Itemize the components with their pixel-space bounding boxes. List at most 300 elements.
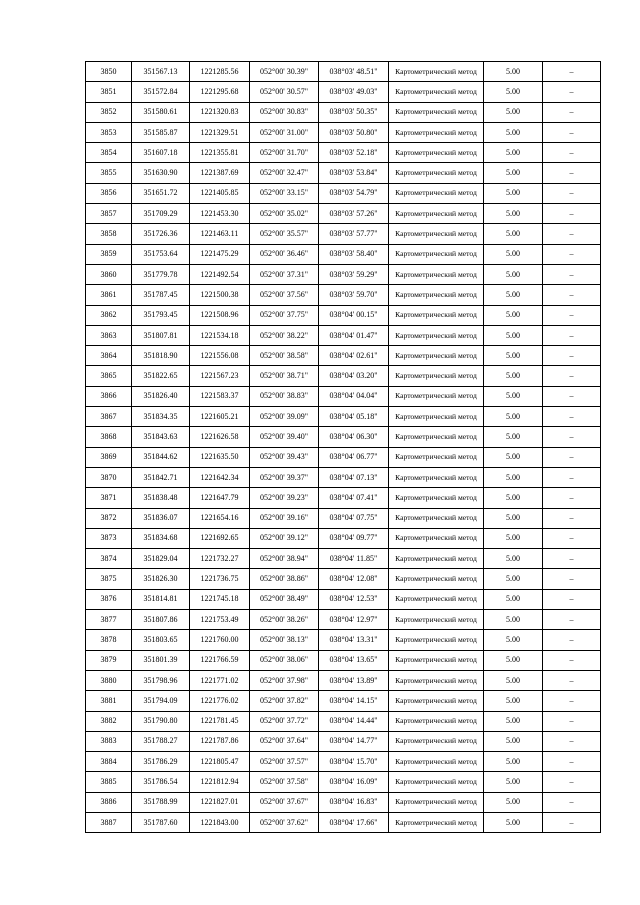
cell-method: Картометрический метод	[389, 630, 484, 650]
cell-accuracy: 5.00	[484, 711, 543, 731]
cell-latitude: 052°00' 38.13"	[250, 630, 319, 650]
cell-method: Картометрический метод	[389, 102, 484, 122]
cell-point-number: 3865	[86, 366, 132, 386]
cell-y-coordinate: 1221776.02	[190, 691, 250, 711]
cell-latitude: 052°00' 38.94"	[250, 549, 319, 569]
cell-point-number: 3854	[86, 143, 132, 163]
cell-accuracy: 5.00	[484, 163, 543, 183]
table-row	[86, 102, 601, 122]
cell-method: Картометрический метод	[389, 325, 484, 345]
cell-note: –	[543, 325, 601, 345]
cell-x-coordinate: 351709.29	[132, 204, 190, 224]
cell-longitude: 038°04' 03.20"	[319, 366, 389, 386]
cell-note: –	[543, 82, 601, 102]
table-row	[86, 143, 601, 163]
cell-x-coordinate: 351803.65	[132, 630, 190, 650]
cell-y-coordinate: 1221492.54	[190, 264, 250, 284]
table-row	[86, 62, 601, 82]
cell-latitude: 052°00' 33.15"	[250, 183, 319, 203]
cell-y-coordinate: 1221285.56	[190, 62, 250, 82]
cell-point-number: 3880	[86, 670, 132, 690]
cell-accuracy: 5.00	[484, 670, 543, 690]
cell-accuracy: 5.00	[484, 792, 543, 812]
cell-point-number: 3881	[86, 691, 132, 711]
cell-x-coordinate: 351787.60	[132, 812, 190, 832]
table-row	[86, 122, 601, 142]
cell-accuracy: 5.00	[484, 366, 543, 386]
table-row	[86, 731, 601, 751]
cell-y-coordinate: 1221843.00	[190, 812, 250, 832]
cell-point-number: 3872	[86, 508, 132, 528]
cell-accuracy: 5.00	[484, 772, 543, 792]
cell-longitude: 038°04' 16.09"	[319, 772, 389, 792]
cell-latitude: 052°00' 37.31"	[250, 264, 319, 284]
cell-y-coordinate: 1221827.01	[190, 792, 250, 812]
table-row	[86, 752, 601, 772]
cell-point-number: 3858	[86, 224, 132, 244]
cell-x-coordinate: 351786.54	[132, 772, 190, 792]
cell-latitude: 052°00' 39.12"	[250, 528, 319, 548]
cell-accuracy: 5.00	[484, 630, 543, 650]
cell-method: Картометрический метод	[389, 752, 484, 772]
cell-point-number: 3884	[86, 752, 132, 772]
cell-point-number: 3879	[86, 650, 132, 670]
cell-longitude: 038°04' 12.97"	[319, 610, 389, 630]
cell-y-coordinate: 1221654.16	[190, 508, 250, 528]
cell-note: –	[543, 488, 601, 508]
cell-x-coordinate: 351818.90	[132, 346, 190, 366]
cell-latitude: 052°00' 38.22"	[250, 325, 319, 345]
table-row	[86, 650, 601, 670]
cell-note: –	[543, 630, 601, 650]
cell-x-coordinate: 351753.64	[132, 244, 190, 264]
cell-point-number: 3855	[86, 163, 132, 183]
cell-note: –	[543, 122, 601, 142]
cell-y-coordinate: 1221295.68	[190, 82, 250, 102]
table-row	[86, 691, 601, 711]
table-row	[86, 812, 601, 832]
cell-longitude: 038°04' 12.08"	[319, 569, 389, 589]
cell-longitude: 038°04' 13.89"	[319, 670, 389, 690]
cell-accuracy: 5.00	[484, 508, 543, 528]
cell-x-coordinate: 351793.45	[132, 305, 190, 325]
cell-latitude: 052°00' 38.58"	[250, 346, 319, 366]
cell-latitude: 052°00' 39.40"	[250, 427, 319, 447]
cell-x-coordinate: 351572.84	[132, 82, 190, 102]
cell-latitude: 052°00' 30.83"	[250, 102, 319, 122]
cell-method: Картометрический метод	[389, 772, 484, 792]
cell-longitude: 038°03' 58.40"	[319, 244, 389, 264]
cell-note: –	[543, 691, 601, 711]
cell-point-number: 3871	[86, 488, 132, 508]
cell-note: –	[543, 366, 601, 386]
table-row	[86, 183, 601, 203]
cell-longitude: 038°03' 59.29"	[319, 264, 389, 284]
cell-point-number: 3861	[86, 285, 132, 305]
cell-x-coordinate: 351836.07	[132, 508, 190, 528]
cell-latitude: 052°00' 36.46"	[250, 244, 319, 264]
cell-accuracy: 5.00	[484, 407, 543, 427]
cell-point-number: 3878	[86, 630, 132, 650]
cell-accuracy: 5.00	[484, 569, 543, 589]
cell-note: –	[543, 569, 601, 589]
cell-longitude: 038°04' 13.31"	[319, 630, 389, 650]
cell-latitude: 052°00' 38.86"	[250, 569, 319, 589]
cell-longitude: 038°04' 12.53"	[319, 589, 389, 609]
cell-longitude: 038°04' 07.13"	[319, 467, 389, 487]
cell-y-coordinate: 1221760.00	[190, 630, 250, 650]
cell-y-coordinate: 1221387.69	[190, 163, 250, 183]
table-row	[86, 467, 601, 487]
cell-note: –	[543, 528, 601, 548]
table-row	[86, 589, 601, 609]
table-row	[86, 549, 601, 569]
cell-point-number: 3851	[86, 82, 132, 102]
cell-accuracy: 5.00	[484, 183, 543, 203]
cell-note: –	[543, 792, 601, 812]
cell-point-number: 3853	[86, 122, 132, 142]
cell-point-number: 3850	[86, 62, 132, 82]
cell-method: Картометрический метод	[389, 812, 484, 832]
cell-note: –	[543, 549, 601, 569]
cell-x-coordinate: 351567.13	[132, 62, 190, 82]
cell-y-coordinate: 1221642.34	[190, 467, 250, 487]
cell-method: Картометрический метод	[389, 366, 484, 386]
table-row	[86, 224, 601, 244]
cell-latitude: 052°00' 38.83"	[250, 386, 319, 406]
cell-latitude: 052°00' 35.57"	[250, 224, 319, 244]
cell-longitude: 038°04' 17.66"	[319, 812, 389, 832]
cell-y-coordinate: 1221463.11	[190, 224, 250, 244]
cell-method: Картометрический метод	[389, 569, 484, 589]
cell-accuracy: 5.00	[484, 143, 543, 163]
cell-point-number: 3856	[86, 183, 132, 203]
cell-longitude: 038°04' 14.77"	[319, 731, 389, 751]
cell-method: Картометрический метод	[389, 670, 484, 690]
cell-longitude: 038°03' 57.26"	[319, 204, 389, 224]
cell-point-number: 3882	[86, 711, 132, 731]
cell-note: –	[543, 163, 601, 183]
cell-point-number: 3864	[86, 346, 132, 366]
cell-longitude: 038°04' 16.83"	[319, 792, 389, 812]
cell-note: –	[543, 447, 601, 467]
cell-note: –	[543, 427, 601, 447]
cell-point-number: 3887	[86, 812, 132, 832]
cell-x-coordinate: 351829.04	[132, 549, 190, 569]
cell-y-coordinate: 1221745.18	[190, 589, 250, 609]
cell-note: –	[543, 62, 601, 82]
cell-point-number: 3869	[86, 447, 132, 467]
cell-method: Картометрический метод	[389, 183, 484, 203]
cell-point-number: 3863	[86, 325, 132, 345]
table-row	[86, 325, 601, 345]
cell-note: –	[543, 772, 601, 792]
cell-note: –	[543, 812, 601, 832]
cell-accuracy: 5.00	[484, 264, 543, 284]
cell-point-number: 3860	[86, 264, 132, 284]
cell-longitude: 038°04' 04.04"	[319, 386, 389, 406]
table-row	[86, 792, 601, 812]
cell-y-coordinate: 1221787.86	[190, 731, 250, 751]
cell-method: Картометрический метод	[389, 143, 484, 163]
cell-method: Картометрический метод	[389, 204, 484, 224]
cell-method: Картометрический метод	[389, 711, 484, 731]
cell-note: –	[543, 244, 601, 264]
cell-longitude: 038°04' 05.18"	[319, 407, 389, 427]
cell-note: –	[543, 650, 601, 670]
cell-latitude: 052°00' 35.02"	[250, 204, 319, 224]
table-row	[86, 407, 601, 427]
cell-method: Картометрический метод	[389, 508, 484, 528]
cell-x-coordinate: 351844.62	[132, 447, 190, 467]
cell-accuracy: 5.00	[484, 305, 543, 325]
cell-y-coordinate: 1221732.27	[190, 549, 250, 569]
cell-x-coordinate: 351788.27	[132, 731, 190, 751]
cell-y-coordinate: 1221647.79	[190, 488, 250, 508]
cell-longitude: 038°03' 50.35"	[319, 102, 389, 122]
cell-point-number: 3885	[86, 772, 132, 792]
cell-note: –	[543, 346, 601, 366]
table-row	[86, 82, 601, 102]
cell-accuracy: 5.00	[484, 285, 543, 305]
table-row	[86, 346, 601, 366]
table-row	[86, 163, 601, 183]
cell-longitude: 038°04' 14.44"	[319, 711, 389, 731]
cell-note: –	[543, 143, 601, 163]
cell-note: –	[543, 610, 601, 630]
cell-point-number: 3877	[86, 610, 132, 630]
cell-latitude: 052°00' 38.26"	[250, 610, 319, 630]
cell-method: Картометрический метод	[389, 447, 484, 467]
cell-y-coordinate: 1221583.37	[190, 386, 250, 406]
cell-longitude: 038°04' 02.61"	[319, 346, 389, 366]
cell-y-coordinate: 1221692.65	[190, 528, 250, 548]
cell-y-coordinate: 1221812.94	[190, 772, 250, 792]
cell-longitude: 038°04' 14.15"	[319, 691, 389, 711]
cell-latitude: 052°00' 37.64"	[250, 731, 319, 751]
cell-y-coordinate: 1221475.29	[190, 244, 250, 264]
cell-x-coordinate: 351580.61	[132, 102, 190, 122]
table-row	[86, 264, 601, 284]
cell-longitude: 038°04' 06.30"	[319, 427, 389, 447]
cell-note: –	[543, 183, 601, 203]
cell-y-coordinate: 1221500.38	[190, 285, 250, 305]
cell-latitude: 052°00' 38.06"	[250, 650, 319, 670]
cell-y-coordinate: 1221635.50	[190, 447, 250, 467]
cell-accuracy: 5.00	[484, 204, 543, 224]
cell-accuracy: 5.00	[484, 488, 543, 508]
cell-note: –	[543, 508, 601, 528]
table-row	[86, 569, 601, 589]
cell-x-coordinate: 351807.86	[132, 610, 190, 630]
table-row	[86, 488, 601, 508]
table-row	[86, 244, 601, 264]
cell-note: –	[543, 264, 601, 284]
cell-x-coordinate: 351843.63	[132, 427, 190, 447]
cell-point-number: 3857	[86, 204, 132, 224]
cell-y-coordinate: 1221567.23	[190, 366, 250, 386]
cell-accuracy: 5.00	[484, 610, 543, 630]
cell-x-coordinate: 351779.78	[132, 264, 190, 284]
cell-x-coordinate: 351822.65	[132, 366, 190, 386]
cell-x-coordinate: 351814.81	[132, 589, 190, 609]
cell-x-coordinate: 351790.80	[132, 711, 190, 731]
cell-longitude: 038°04' 00.15"	[319, 305, 389, 325]
cell-point-number: 3852	[86, 102, 132, 122]
cell-y-coordinate: 1221453.30	[190, 204, 250, 224]
table-row	[86, 528, 601, 548]
cell-x-coordinate: 351834.68	[132, 528, 190, 548]
cell-latitude: 052°00' 39.23"	[250, 488, 319, 508]
cell-latitude: 052°00' 37.98"	[250, 670, 319, 690]
cell-accuracy: 5.00	[484, 650, 543, 670]
cell-latitude: 052°00' 38.71"	[250, 366, 319, 386]
cell-note: –	[543, 224, 601, 244]
cell-latitude: 052°00' 37.58"	[250, 772, 319, 792]
cell-accuracy: 5.00	[484, 467, 543, 487]
cell-method: Картометрический метод	[389, 224, 484, 244]
cell-point-number: 3862	[86, 305, 132, 325]
cell-accuracy: 5.00	[484, 447, 543, 467]
cell-note: –	[543, 752, 601, 772]
cell-method: Картометрический метод	[389, 285, 484, 305]
cell-x-coordinate: 351794.09	[132, 691, 190, 711]
cell-latitude: 052°00' 30.39"	[250, 62, 319, 82]
cell-accuracy: 5.00	[484, 122, 543, 142]
cell-x-coordinate: 351607.18	[132, 143, 190, 163]
cell-y-coordinate: 1221329.51	[190, 122, 250, 142]
table-row	[86, 427, 601, 447]
cell-method: Картометрический метод	[389, 467, 484, 487]
cell-accuracy: 5.00	[484, 691, 543, 711]
cell-y-coordinate: 1221534.18	[190, 325, 250, 345]
cell-method: Картометрический метод	[389, 427, 484, 447]
cell-latitude: 052°00' 30.57"	[250, 82, 319, 102]
table-row	[86, 610, 601, 630]
cell-method: Картометрический метод	[389, 792, 484, 812]
cell-longitude: 038°03' 53.84"	[319, 163, 389, 183]
cell-x-coordinate: 351834.35	[132, 407, 190, 427]
cell-point-number: 3875	[86, 569, 132, 589]
cell-longitude: 038°04' 13.65"	[319, 650, 389, 670]
cell-accuracy: 5.00	[484, 82, 543, 102]
cell-method: Картометрический метод	[389, 610, 484, 630]
cell-y-coordinate: 1221766.59	[190, 650, 250, 670]
cell-note: –	[543, 731, 601, 751]
cell-method: Картометрический метод	[389, 305, 484, 325]
cell-x-coordinate: 351838.48	[132, 488, 190, 508]
cell-accuracy: 5.00	[484, 752, 543, 772]
cell-latitude: 052°00' 37.56"	[250, 285, 319, 305]
cell-longitude: 038°04' 06.77"	[319, 447, 389, 467]
cell-method: Картометрический метод	[389, 691, 484, 711]
table-row	[86, 447, 601, 467]
cell-x-coordinate: 351787.45	[132, 285, 190, 305]
cell-latitude: 052°00' 31.00"	[250, 122, 319, 142]
cell-note: –	[543, 407, 601, 427]
cell-accuracy: 5.00	[484, 812, 543, 832]
cell-latitude: 052°00' 31.70"	[250, 143, 319, 163]
cell-longitude: 038°03' 57.77"	[319, 224, 389, 244]
cell-accuracy: 5.00	[484, 731, 543, 751]
cell-x-coordinate: 351826.30	[132, 569, 190, 589]
cell-latitude: 052°00' 39.09"	[250, 407, 319, 427]
cell-y-coordinate: 1221626.58	[190, 427, 250, 447]
cell-point-number: 3868	[86, 427, 132, 447]
cell-point-number: 3883	[86, 731, 132, 751]
cell-latitude: 052°00' 32.47"	[250, 163, 319, 183]
cell-accuracy: 5.00	[484, 62, 543, 82]
cell-y-coordinate: 1221556.08	[190, 346, 250, 366]
cell-method: Картометрический метод	[389, 589, 484, 609]
cell-method: Картометрический метод	[389, 549, 484, 569]
cell-y-coordinate: 1221753.49	[190, 610, 250, 630]
cell-longitude: 038°04' 09.77"	[319, 528, 389, 548]
cell-y-coordinate: 1221405.85	[190, 183, 250, 203]
cell-accuracy: 5.00	[484, 427, 543, 447]
cell-latitude: 052°00' 39.16"	[250, 508, 319, 528]
cell-longitude: 038°03' 59.70"	[319, 285, 389, 305]
cell-x-coordinate: 351630.90	[132, 163, 190, 183]
cell-longitude: 038°03' 52.18"	[319, 143, 389, 163]
cell-method: Картометрический метод	[389, 122, 484, 142]
cell-accuracy: 5.00	[484, 589, 543, 609]
cell-longitude: 038°04' 07.75"	[319, 508, 389, 528]
cell-latitude: 052°00' 37.75"	[250, 305, 319, 325]
cell-note: –	[543, 305, 601, 325]
cell-point-number: 3873	[86, 528, 132, 548]
cell-method: Картометрический метод	[389, 488, 484, 508]
cell-x-coordinate: 351726.36	[132, 224, 190, 244]
cell-latitude: 052°00' 38.49"	[250, 589, 319, 609]
cell-x-coordinate: 351798.96	[132, 670, 190, 690]
cell-accuracy: 5.00	[484, 325, 543, 345]
cell-longitude: 038°03' 49.03"	[319, 82, 389, 102]
table-row	[86, 508, 601, 528]
cell-longitude: 038°03' 50.80"	[319, 122, 389, 142]
cell-y-coordinate: 1221736.75	[190, 569, 250, 589]
table-row	[86, 305, 601, 325]
cell-latitude: 052°00' 37.67"	[250, 792, 319, 812]
cell-note: –	[543, 467, 601, 487]
cell-y-coordinate: 1221355.81	[190, 143, 250, 163]
cell-method: Картометрический метод	[389, 244, 484, 264]
cell-note: –	[543, 386, 601, 406]
cell-x-coordinate: 351826.40	[132, 386, 190, 406]
table-row	[86, 772, 601, 792]
cell-latitude: 052°00' 37.57"	[250, 752, 319, 772]
coordinates-table	[85, 61, 601, 833]
cell-point-number: 3859	[86, 244, 132, 264]
cell-y-coordinate: 1221805.47	[190, 752, 250, 772]
cell-point-number: 3886	[86, 792, 132, 812]
table-row	[86, 670, 601, 690]
cell-y-coordinate: 1221781.45	[190, 711, 250, 731]
cell-x-coordinate: 351788.99	[132, 792, 190, 812]
cell-note: –	[543, 204, 601, 224]
cell-method: Картометрический метод	[389, 528, 484, 548]
cell-accuracy: 5.00	[484, 102, 543, 122]
cell-point-number: 3876	[86, 589, 132, 609]
cell-longitude: 038°03' 48.51"	[319, 62, 389, 82]
cell-y-coordinate: 1221605.21	[190, 407, 250, 427]
cell-point-number: 3866	[86, 386, 132, 406]
cell-x-coordinate: 351651.72	[132, 183, 190, 203]
cell-method: Картометрический метод	[389, 264, 484, 284]
cell-latitude: 052°00' 39.43"	[250, 447, 319, 467]
table-row	[86, 366, 601, 386]
cell-x-coordinate: 351786.29	[132, 752, 190, 772]
